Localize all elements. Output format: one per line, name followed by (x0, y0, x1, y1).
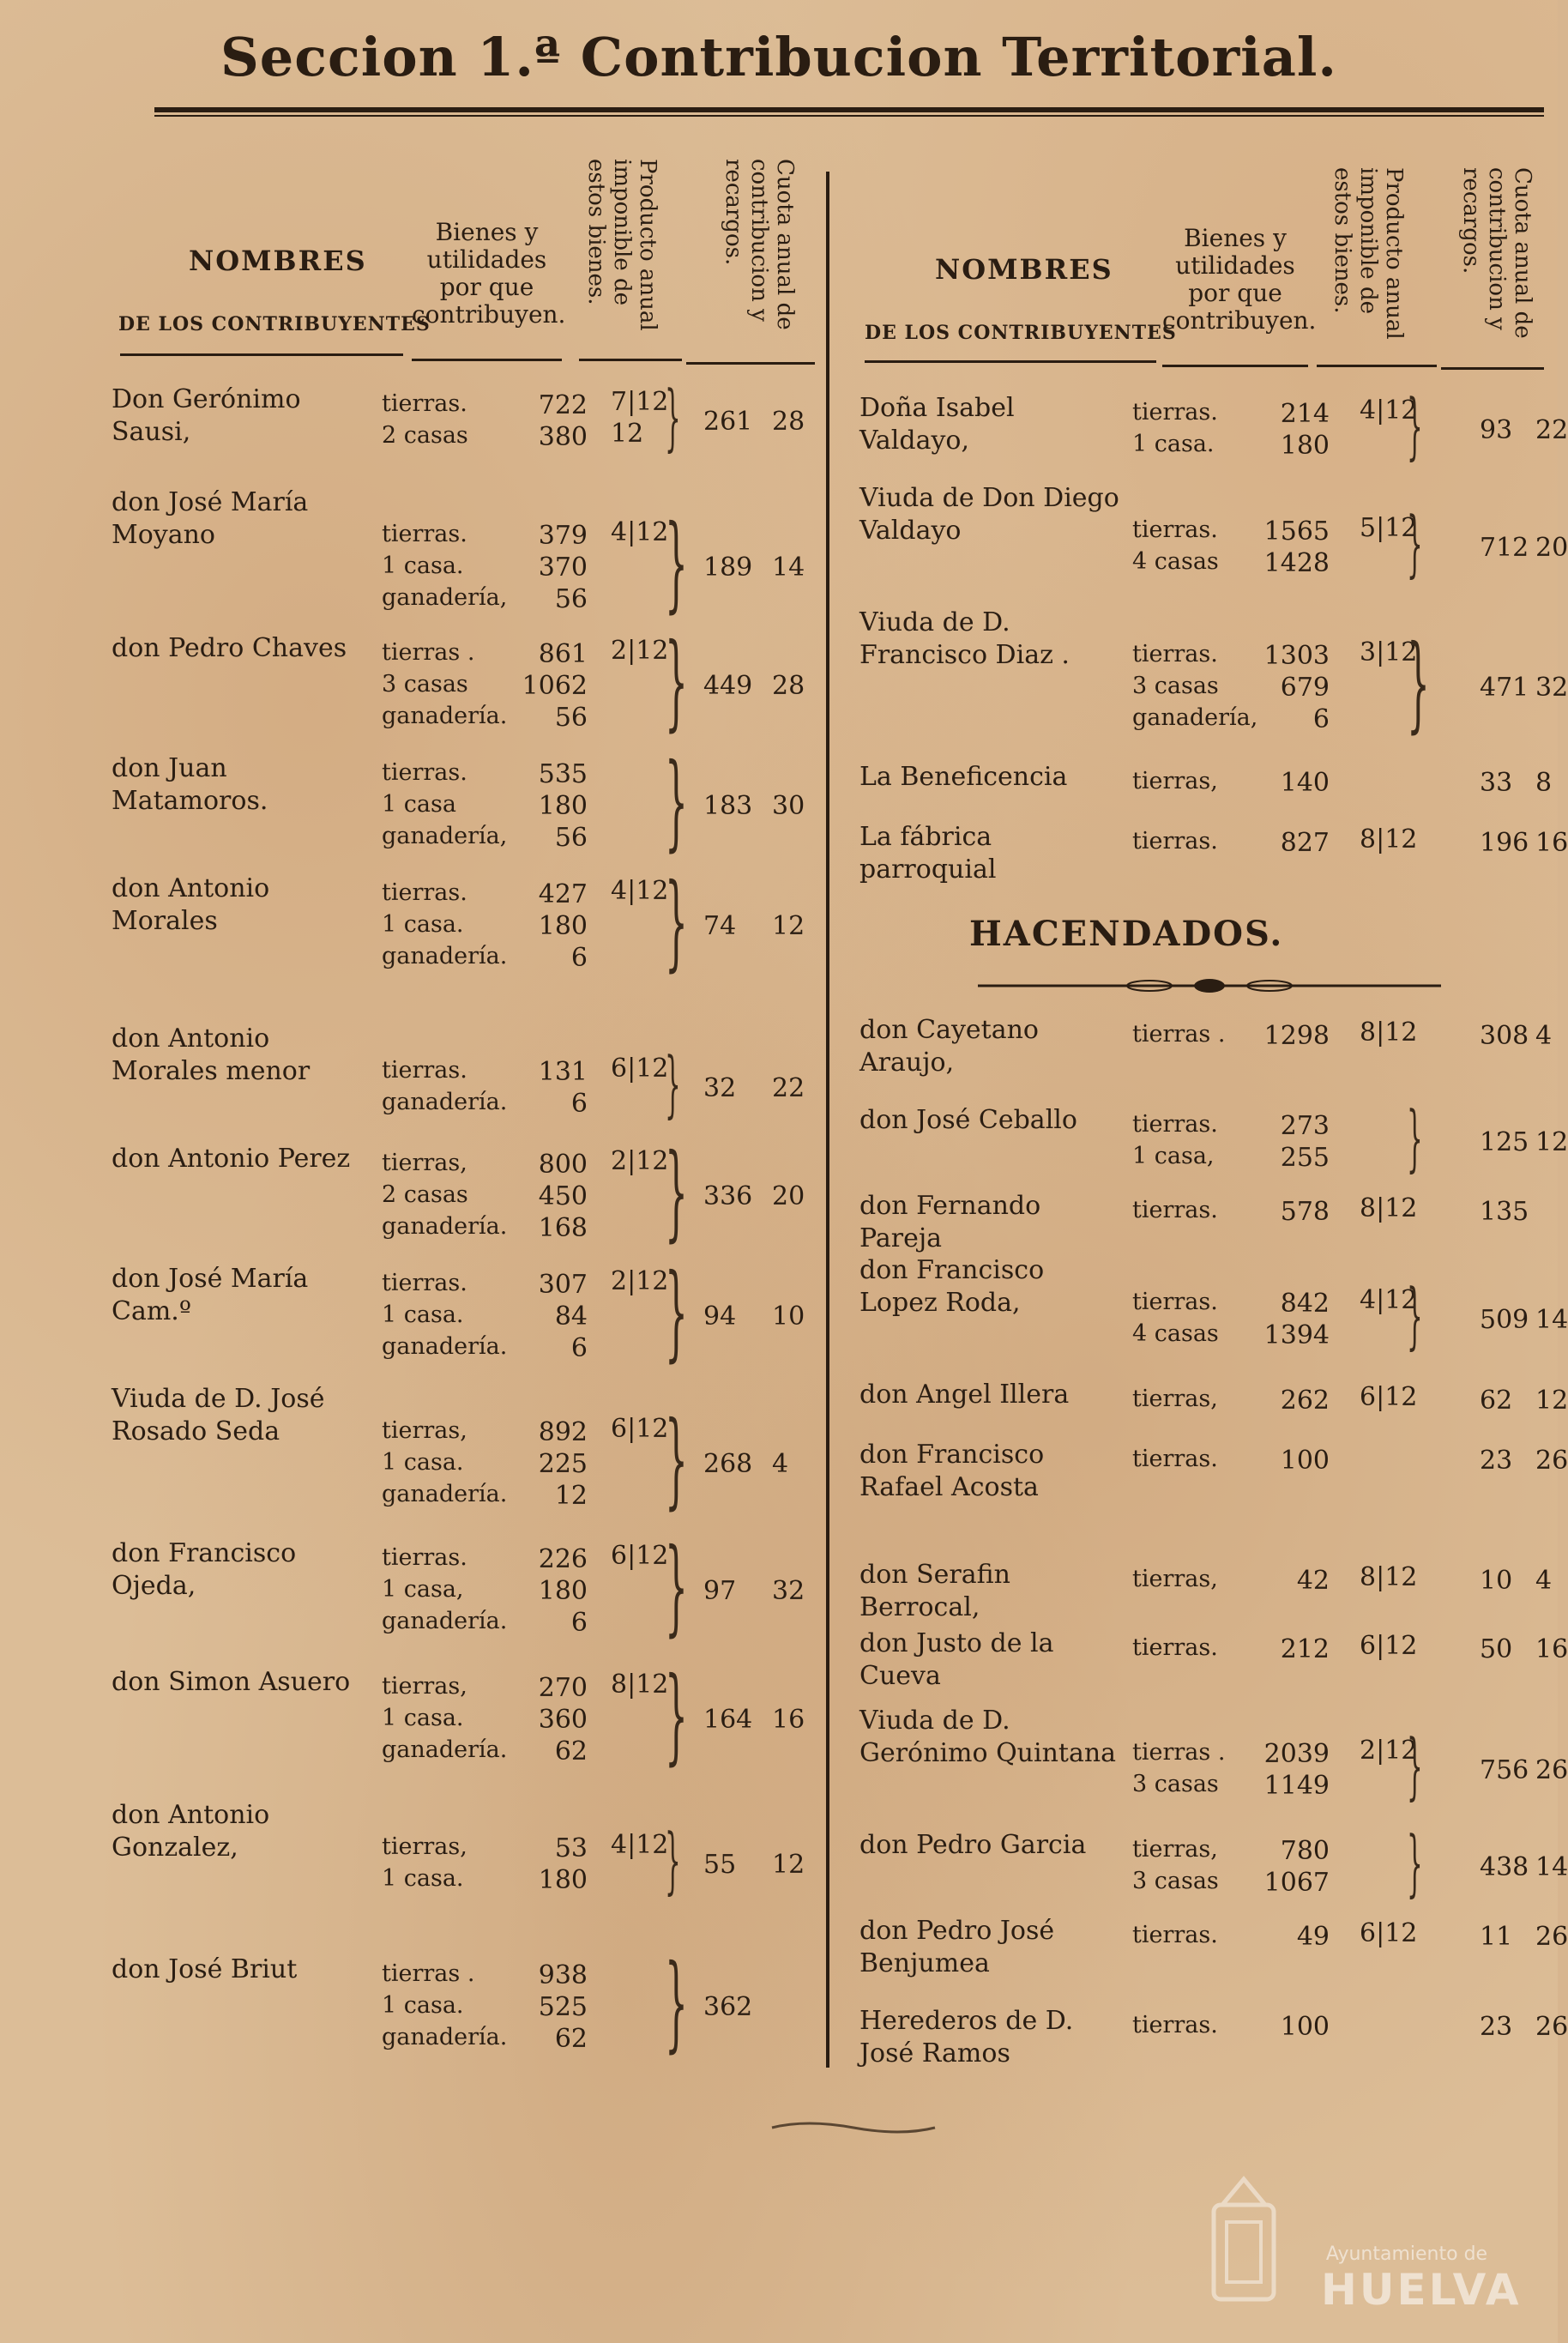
contributor-name: don José María Cam.º (112, 1264, 309, 1326)
item-quantity: 212 (1280, 1634, 1330, 1664)
contributor-name: don Antonio Gonzalez, (112, 1800, 270, 1863)
contributor-name: don Francisco Lopez Roda, (859, 1255, 1045, 1318)
header-cuota-right: Cuota anual de contribucion y recargos. (1458, 167, 1535, 339)
item-quantity: 307 (538, 1270, 588, 1300)
item-quantity: 56 (554, 584, 588, 614)
item-quantity: 6 (1312, 704, 1330, 734)
brace-icon: } (665, 621, 688, 742)
cuota-pesos: 62 (1480, 1386, 1513, 1416)
item-quantity: 6 (570, 1333, 588, 1363)
item-quantity: 892 (538, 1417, 588, 1447)
item-label: 1 casa (382, 791, 456, 818)
producto-fraction: 2|12 (611, 1266, 669, 1296)
cuota-cents: 26 (1535, 1754, 1568, 1785)
item-quantity: 100 (1280, 1446, 1330, 1476)
cuota-cents: 22 (1535, 414, 1568, 445)
cuota-cents: 26 (1535, 1922, 1568, 1952)
watermark (1321, 2243, 1522, 2315)
item-label: tierras. (382, 1057, 467, 1084)
producto-fraction: 6|12 (611, 1414, 669, 1444)
item-label: 1 casa, (382, 1576, 464, 1603)
cuota-cents: 12 (1535, 1386, 1568, 1416)
cuota-pesos: 55 (703, 1849, 737, 1880)
item-quantity: 679 (1280, 673, 1330, 703)
item-label: tierras. (1132, 2012, 1218, 2038)
cuota-pesos: 756 (1480, 1754, 1529, 1785)
item-quantity: 780 (1280, 1836, 1330, 1866)
cuota-pesos: 50 (1480, 1634, 1513, 1664)
cuota-pesos: 509 (1480, 1304, 1529, 1335)
item-label: 1 casa. (382, 911, 464, 938)
contributor-name: don Pedro Chaves (112, 633, 347, 663)
item-quantity: 53 (554, 1833, 588, 1863)
brace-icon: } (1407, 383, 1423, 468)
cuota-pesos: 712 (1480, 532, 1529, 563)
cuota-pesos: 32 (703, 1072, 737, 1103)
contributor-name: don Francisco Rafael Acosta (859, 1440, 1045, 1502)
producto-fraction: 2|12 (1360, 1736, 1418, 1766)
item-label: 1 casa. (382, 1865, 464, 1892)
item-quantity: 800 (538, 1150, 588, 1180)
item-label: tierras . (382, 1960, 475, 1987)
producto-fraction: 8|12 (1360, 1193, 1418, 1223)
cuota-cents: 10 (772, 1301, 805, 1332)
item-label: tierras, (382, 1673, 467, 1700)
item-label: tierras. (1132, 1197, 1218, 1223)
contributor-name: don Simon Asuero (112, 1667, 351, 1697)
contributor-name: La fábrica parroquial (859, 822, 997, 885)
item-label: 1 casa. (382, 1992, 464, 2019)
item-label: ganadería. (382, 2024, 508, 2050)
title-rule-thin (154, 115, 1544, 117)
item-quantity: 450 (538, 1181, 588, 1211)
item-quantity: 262 (1280, 1386, 1330, 1416)
cuota-cents: 16 (772, 1705, 805, 1735)
cuota-pesos: 97 (703, 1576, 737, 1606)
cuota-pesos: 164 (703, 1705, 753, 1735)
ornament-bottom (772, 2119, 935, 2136)
brace-icon: } (1407, 1724, 1423, 1808)
item-label: ganadería. (382, 1736, 508, 1763)
item-quantity: 214 (1280, 399, 1330, 429)
item-label: 1 casa. (1132, 431, 1215, 457)
item-label: tierras. (382, 879, 467, 906)
brace-icon: } (665, 741, 688, 862)
item-label: tierras. (382, 1544, 467, 1571)
producto-fraction: 7|12 (611, 387, 669, 417)
cuota-pesos: 135 (1480, 1197, 1529, 1227)
brace-icon: } (665, 1042, 681, 1126)
contributor-name: don Pedro José Benjumea (859, 1916, 1055, 1978)
producto-fraction: 8|12 (1360, 824, 1418, 854)
cuota-cents: 22 (772, 1072, 805, 1103)
item-label: tierras. (1132, 1634, 1218, 1661)
header-cuota-left: Cuota anual de contribucion y recargos. (721, 159, 798, 330)
item-label: ganadería. (382, 1333, 508, 1360)
contributor-name: Don Gerónimo Sausi, (112, 384, 301, 447)
contributor-name: don Francisco Ojeda, (112, 1538, 297, 1601)
contributor-name: don Justo de la Cueva (859, 1628, 1054, 1691)
item-quantity: 1062 (522, 671, 588, 701)
contributor-name: Viuda de D. José Rosado Seda (112, 1384, 325, 1446)
item-quantity: 273 (1280, 1111, 1330, 1141)
item-quantity: 180 (538, 1865, 588, 1895)
producto-fraction: 2|12 (611, 1146, 669, 1176)
brace-icon: } (1407, 1821, 1423, 1905)
item-quantity: 180 (538, 911, 588, 941)
item-quantity: 1303 (1263, 641, 1330, 671)
item-label: 2 casas (382, 1181, 468, 1208)
cuota-pesos: 189 (703, 553, 753, 583)
cuota-cents: 4 (1535, 1021, 1553, 1051)
producto-fraction: 8|12 (1360, 1018, 1418, 1048)
brace-icon: } (665, 1942, 688, 2063)
cuota-cents: 32 (772, 1576, 805, 1606)
item-label: ganadería. (382, 703, 508, 729)
cuota-cents: 30 (772, 791, 805, 821)
item-label: tierras. (1132, 1289, 1218, 1315)
ornament-rule (978, 978, 1441, 993)
cuota-cents: 16 (1535, 828, 1568, 858)
cuota-pesos: 196 (1480, 828, 1529, 858)
item-label: 3 casas (1132, 673, 1219, 699)
item-quantity: 270 (538, 1673, 588, 1703)
item-label: 2 casas (382, 422, 468, 449)
contributor-name: Viuda de D. Francisco Diaz . (859, 607, 1070, 670)
item-label: ganadería. (382, 943, 508, 969)
cuota-cents: 28 (772, 671, 805, 701)
contributor-name: don José Briut (112, 1954, 298, 1984)
contributor-name: La Beneficencia (859, 762, 1068, 792)
item-quantity: 180 (1280, 431, 1330, 461)
brace-icon: } (1407, 1273, 1423, 1357)
cuota-pesos: 438 (1480, 1851, 1529, 1882)
cuota-pesos: 449 (703, 671, 753, 701)
item-label: tierras. (1132, 1111, 1218, 1138)
producto-fraction: 6|12 (611, 1054, 669, 1084)
cuota-cents: 14 (772, 553, 805, 583)
cuota-cents: 14 (1535, 1851, 1568, 1882)
item-label: 4 casas (1132, 548, 1219, 575)
header-names-left: NOMBRES (189, 245, 367, 277)
item-quantity: 180 (538, 1576, 588, 1606)
brace-icon: } (1407, 1096, 1423, 1180)
producto-fraction: 3|12 (1360, 637, 1418, 667)
item-label: 3 casas (1132, 1868, 1219, 1894)
header-bienes-left: Bienes y utilidades por que contribuyen. (412, 218, 566, 329)
item-label: ganadería, (1132, 704, 1258, 731)
item-quantity: 1298 (1263, 1021, 1330, 1051)
producto-fraction: 8|12 (1360, 1562, 1418, 1592)
contributor-name: don Angel Illera (859, 1380, 1070, 1410)
brace-icon: } (1407, 623, 1430, 744)
item-label: tierras. (1132, 1446, 1218, 1472)
item-label: 1 casa. (382, 1449, 464, 1476)
cuota-pesos: 33 (1480, 768, 1513, 798)
item-quantity: 42 (1296, 1566, 1330, 1596)
cuota-pesos: 308 (1480, 1021, 1529, 1051)
cuota-pesos: 10 (1480, 1566, 1513, 1596)
producto-fraction: 12 (611, 419, 644, 449)
item-quantity: 255 (1280, 1143, 1330, 1173)
item-label: 1 casa, (1132, 1143, 1215, 1169)
watermark-big: HUELVA (1321, 2265, 1522, 2315)
item-quantity: 168 (538, 1213, 588, 1243)
producto-fraction: 4|12 (611, 1830, 669, 1860)
cuota-pesos: 94 (703, 1301, 737, 1332)
item-quantity: 360 (538, 1705, 588, 1735)
header-underline (412, 359, 562, 361)
item-quantity: 938 (538, 1960, 588, 1990)
item-quantity: 525 (538, 1992, 588, 2022)
contributor-name: Viuda de Don Diego Valdayo (859, 483, 1119, 546)
brace-icon: } (665, 375, 681, 459)
column-divider (826, 172, 829, 2068)
item-quantity: 226 (538, 1544, 588, 1574)
cuota-pesos: 261 (703, 406, 753, 437)
item-quantity: 140 (1280, 768, 1330, 798)
item-quantity: 380 (538, 422, 588, 452)
cuota-cents: 12 (772, 1849, 805, 1880)
item-quantity: 722 (538, 390, 588, 420)
header-bienes-right: Bienes y utilidades por que contribuyen. (1162, 224, 1317, 335)
item-label: ganadería. (382, 1608, 508, 1634)
brace-icon: } (665, 1132, 688, 1253)
header-underline (579, 359, 682, 361)
cuota-cents: 8 (1535, 768, 1553, 798)
item-label: tierras, (1132, 1836, 1218, 1863)
item-quantity: 84 (554, 1301, 588, 1332)
contributor-name: don Antonio Perez (112, 1144, 351, 1174)
item-label: tierras. (1132, 641, 1218, 667)
cuota-cents: 20 (772, 1181, 805, 1211)
header-contribuyentes-left: DE LOS CONTRIBUYENTES (118, 313, 431, 335)
item-quantity: 578 (1280, 1197, 1330, 1227)
item-label: 1 casa. (382, 1301, 464, 1328)
producto-fraction: 8|12 (611, 1670, 669, 1700)
cuota-pesos: 336 (703, 1181, 753, 1211)
header-names-right: NOMBRES (935, 253, 1113, 286)
item-label: tierras, (382, 1417, 467, 1444)
item-label: tierras. (1132, 1922, 1218, 1948)
cuota-cents: 12 (772, 911, 805, 941)
item-quantity: 6 (570, 943, 588, 973)
header-contribuyentes-right: DE LOS CONTRIBUYENTES (865, 322, 1177, 344)
producto-fraction: 4|12 (1360, 396, 1418, 426)
item-quantity: 2039 (1263, 1739, 1330, 1769)
contributor-name: don Fernando Pareja (859, 1191, 1041, 1253)
cuota-cents: 26 (1535, 2012, 1568, 2042)
cuota-pesos: 183 (703, 791, 753, 821)
contributor-name: Herederos de D. José Ramos (859, 2006, 1074, 2068)
item-quantity: 842 (1280, 1289, 1330, 1319)
item-label: tierras, (1132, 1386, 1218, 1412)
contributor-name: don Juan Matamoros. (112, 753, 268, 816)
cuota-pesos: 11 (1480, 1922, 1513, 1952)
contributor-name: Viuda de D. Gerónimo Quintana (859, 1706, 1117, 1768)
brace-icon: } (665, 1655, 688, 1776)
producto-fraction: 2|12 (611, 636, 669, 666)
cuota-pesos: 471 (1480, 673, 1529, 703)
cuota-cents: 26 (1535, 1446, 1568, 1476)
item-quantity: 56 (554, 823, 588, 853)
producto-fraction: 6|12 (611, 1541, 669, 1571)
cuota-cents: 14 (1535, 1304, 1568, 1335)
item-label: tierras. (382, 759, 467, 786)
contributor-name: Doña Isabel Valdayo, (859, 393, 1015, 456)
producto-fraction: 4|12 (611, 517, 669, 547)
contributor-name: don José Ceballo (859, 1105, 1077, 1135)
cuota-cents: 12 (1535, 1126, 1568, 1157)
item-quantity: 427 (538, 879, 588, 909)
item-quantity: 379 (538, 521, 588, 551)
cuota-pesos: 268 (703, 1449, 753, 1479)
header-underline (120, 353, 403, 356)
cuota-cents: 28 (772, 406, 805, 437)
title-rule (154, 107, 1544, 112)
contributor-name: don Pedro Garcia (859, 1830, 1087, 1860)
contributor-name: don José María Moyano (112, 487, 309, 550)
item-quantity: 62 (554, 1736, 588, 1766)
contributor-name: don Antonio Morales (112, 873, 270, 936)
item-quantity: 1149 (1263, 1771, 1330, 1801)
item-quantity: 56 (554, 703, 588, 733)
cuota-cents: 20 (1535, 532, 1568, 563)
item-label: tierras, (1132, 1566, 1218, 1592)
header-producto-left: Producto anual imponible de estos bienes. (583, 159, 660, 331)
seal-icon (1205, 2171, 1282, 2308)
item-quantity: 131 (538, 1057, 588, 1087)
item-label: tierras. (382, 390, 467, 417)
cuota-cents: 32 (1535, 673, 1568, 703)
item-label: tierras. (1132, 828, 1218, 854)
cuota-cents: 16 (1535, 1634, 1568, 1664)
contributor-name: don Antonio Morales menor (112, 1024, 311, 1086)
producto-fraction: 6|12 (1360, 1382, 1418, 1412)
item-label: ganadería. (382, 1213, 508, 1240)
item-quantity: 6 (570, 1608, 588, 1638)
item-label: tierras. (382, 521, 467, 547)
brace-icon: } (665, 1399, 688, 1520)
item-quantity: 225 (538, 1449, 588, 1479)
item-label: tierras, (1132, 768, 1218, 794)
header-underline (1162, 365, 1308, 367)
cuota-cents: 4 (1535, 1566, 1553, 1596)
cuota-pesos: 23 (1480, 1446, 1513, 1476)
hacendados-heading: HACENDADOS. (969, 914, 1284, 954)
item-quantity: 370 (538, 553, 588, 583)
item-label: tierras . (382, 639, 475, 666)
item-quantity: 827 (1280, 828, 1330, 858)
item-quantity: 62 (554, 2024, 588, 2054)
item-label: ganadería. (382, 1481, 508, 1507)
cuota-pesos: 125 (1480, 1126, 1529, 1157)
header-underline (865, 360, 1156, 363)
producto-fraction: 5|12 (1360, 513, 1418, 543)
item-label: tierras . (1132, 1739, 1226, 1766)
item-quantity: 535 (538, 759, 588, 789)
item-label: ganadería. (382, 1089, 508, 1115)
item-quantity: 100 (1280, 2012, 1330, 2042)
item-label: ganadería, (382, 584, 508, 611)
cuota-pesos: 93 (1480, 414, 1513, 445)
brace-icon: } (665, 861, 688, 982)
item-quantity: 1067 (1263, 1868, 1330, 1898)
brace-icon: } (665, 1818, 681, 1902)
cuota-pesos: 23 (1480, 2012, 1513, 2042)
item-quantity: 180 (538, 791, 588, 821)
cuota-cents: 4 (772, 1449, 789, 1479)
header-producto-right: Producto anual imponible de estos bienes. (1330, 167, 1407, 340)
item-label: tierras. (1132, 516, 1218, 543)
item-label: tierras. (382, 1270, 467, 1296)
cuota-pesos: 362 (703, 1992, 753, 2022)
brace-icon: } (665, 1526, 688, 1647)
item-quantity: 1565 (1263, 516, 1330, 546)
header-underline (1441, 367, 1544, 370)
header-underline (1317, 365, 1437, 367)
producto-fraction: 6|12 (1360, 1631, 1418, 1661)
item-quantity: 49 (1296, 1922, 1330, 1952)
producto-fraction: 6|12 (1360, 1918, 1418, 1948)
item-label: 3 casas (382, 671, 468, 697)
contributor-name: don Cayetano Araujo, (859, 1015, 1039, 1078)
header-underline (686, 362, 815, 365)
brace-icon: } (665, 503, 688, 624)
item-quantity: 12 (554, 1481, 588, 1511)
contributor-name: don Serafin Berrocal, (859, 1560, 1010, 1622)
item-label: tierras . (1132, 1021, 1226, 1048)
brace-icon: } (665, 1252, 688, 1373)
cuota-pesos: 74 (703, 911, 737, 941)
item-label: 4 casas (1132, 1320, 1219, 1347)
item-label: ganadería, (382, 823, 508, 849)
item-label: 1 casa. (382, 1705, 464, 1731)
brace-icon: } (1407, 501, 1423, 585)
item-label: tierras. (1132, 399, 1218, 426)
item-label: tierras, (382, 1150, 467, 1176)
item-quantity: 1394 (1263, 1320, 1330, 1350)
producto-fraction: 4|12 (1360, 1285, 1418, 1315)
item-label: 3 casas (1132, 1771, 1219, 1797)
watermark-small: Ayuntamiento de (1325, 2243, 1488, 2265)
producto-fraction: 4|12 (611, 876, 669, 906)
item-quantity: 861 (538, 639, 588, 669)
item-label: tierras, (382, 1833, 467, 1860)
item-label: 1 casa. (382, 553, 464, 579)
item-quantity: 6 (570, 1089, 588, 1119)
item-quantity: 1428 (1263, 548, 1330, 578)
page-title: Seccion 1.ª Contribucion Territorial. (220, 26, 1338, 88)
